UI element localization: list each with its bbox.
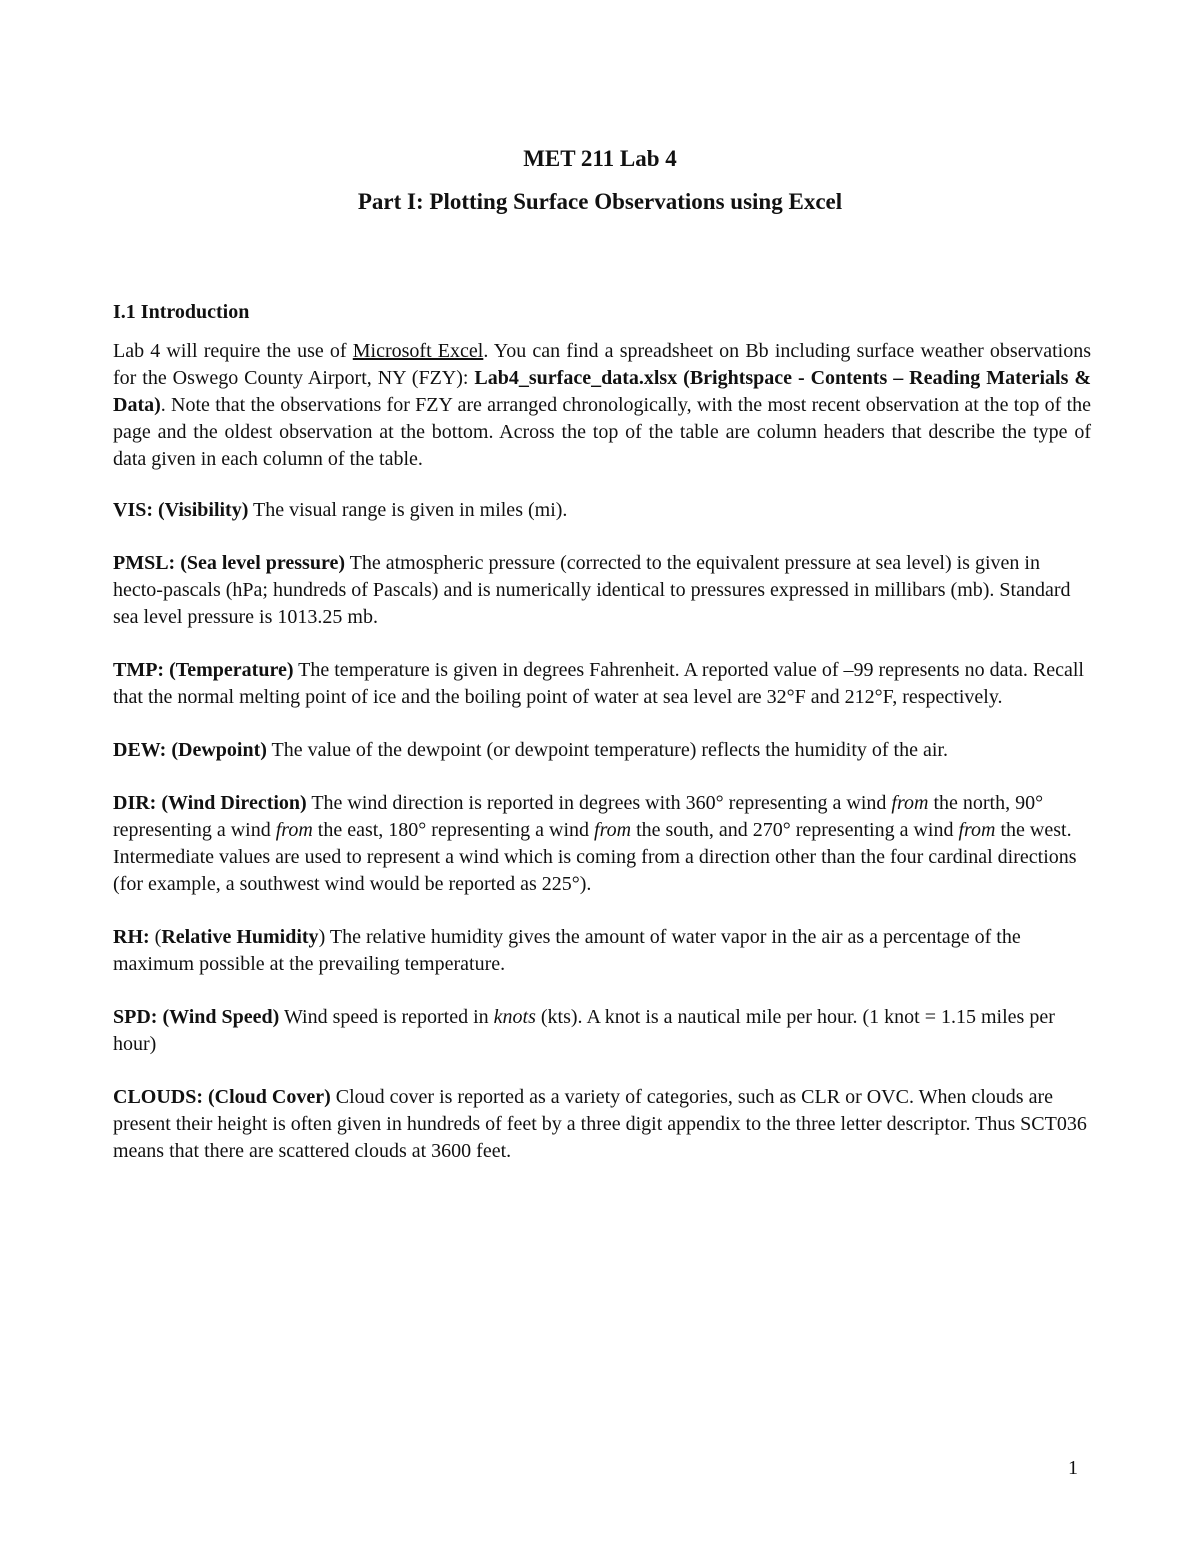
term-pmsl: PMSL: (Sea level pressure) [113, 552, 346, 574]
def-dir-text-2: the north, 90° representing a wind [113, 792, 1044, 841]
def-dir-from-2: from [275, 819, 313, 841]
def-spd-text-1: Wind speed is reported in [279, 1006, 494, 1028]
section-heading: I.1 Introduction [113, 301, 250, 323]
file-location: (Brightspace - Contents – Reading Materials & Data) [113, 367, 1092, 416]
def-pmsl-text: The atmospheric pressure (corrected to the equivalent pressure at sea level) is given in hecto-pascals (hPa; hundreds of Pascals) and is numerically identical to pressures expressed in millibars (mb). Standard sea level pressure is 1013.25 mb. [113, 552, 1071, 628]
def-dir-text-5: the west. Intermediate values are used to represent a wind which is coming from a direction other than the four cardinal directions (for example, a southwest wind would be reported as 225°). [113, 819, 1077, 895]
def-dir-from-3: from [594, 819, 632, 841]
def-spd-knots: knots [493, 1006, 536, 1028]
intro-text-2: . You can find a spreadsheet on Bb including surface weather observations for the Oswego County Airport, NY (FZY): [113, 340, 1092, 389]
intro-paragraph [113, 338, 1091, 473]
def-dir-from-1: from [891, 792, 929, 814]
term-rh-name: Relative Humidity [161, 926, 319, 948]
definition-dir [113, 790, 1091, 898]
term-rh-paren-close: ) [318, 926, 326, 948]
excel-link[interactable]: Microsoft Excel [352, 340, 484, 362]
intro-text-1: Lab 4 will require the use of [113, 340, 353, 362]
intro-text-4: . Note that the observations for FZY are arranged chronologically, with the most recent observation at the top of the page and the oldest observation at the bottom. Across the top of the table are column headers that describe the type of data given in each column of the table. [113, 394, 1091, 470]
definition-dew [113, 737, 1091, 764]
term-vis: VIS: (Visibility) [113, 499, 249, 521]
filename: Lab4_surface_data.xlsx [474, 367, 678, 389]
term-dew: DEW: (Dewpoint) [113, 739, 267, 761]
term-clouds: CLOUDS: (Cloud Cover) [113, 1086, 331, 1108]
def-clouds-text: Cloud cover is reported as a variety of categories, such as CLR or OVC. When clouds are present their height is often given in hundreds of feet by a three digit appendix to the three letter descriptor. Thus SCT036 means that there are scattered clouds at 3600 feet. [113, 1086, 1087, 1162]
def-dew-text: The value of the dewpoint (or dewpoint temperature) reflects the humidity of the air. [266, 739, 948, 761]
definition-spd [113, 1004, 1091, 1058]
def-dir-text-4: the south, and 270° representing a wind [631, 819, 959, 841]
definition-tmp [113, 657, 1091, 711]
def-tmp-text: The temperature is given in degrees Fahrenheit. A reported value of –99 represents no data. Recall that the normal melting point of ice and the boiling point of water at sea level are 32°F and 212°F, respectively. [113, 659, 1084, 708]
def-dir-from-4: from [958, 819, 996, 841]
term-tmp: TMP: (Temperature) [113, 659, 294, 681]
def-dir-text-3: the east, 180° representing a wind [312, 819, 595, 841]
term-rh: RH: [113, 926, 155, 948]
term-rh-paren-open: ( [154, 926, 162, 948]
definition-clouds [113, 1084, 1091, 1165]
term-spd: SPD: (Wind Speed) [113, 1006, 280, 1028]
definition-pmsl [113, 550, 1091, 631]
def-dir-text-1: The wind direction is reported in degrees with 360° representing a wind [306, 792, 892, 814]
document-title: MET 211 Lab 4 [523, 146, 677, 171]
term-dir: DIR: (Wind Direction) [113, 792, 307, 814]
def-spd-text-2: (kts). A knot is a nautical mile per hour. (1 knot = 1.15 miles per hour) [113, 1006, 1055, 1055]
def-rh-text: The relative humidity gives the amount of water vapor in the air as a percentage of the maximum possible at the prevailing temperature. [113, 926, 1021, 975]
document-subtitle: Part I: Plotting Surface Observations using Excel [357, 189, 843, 214]
def-vis-text: The visual range is given in miles (mi). [248, 499, 568, 521]
page-number: 1 [1068, 1457, 1078, 1479]
document-body [113, 299, 1091, 1191]
definition-rh [113, 924, 1091, 978]
definition-vis [113, 497, 1091, 524]
